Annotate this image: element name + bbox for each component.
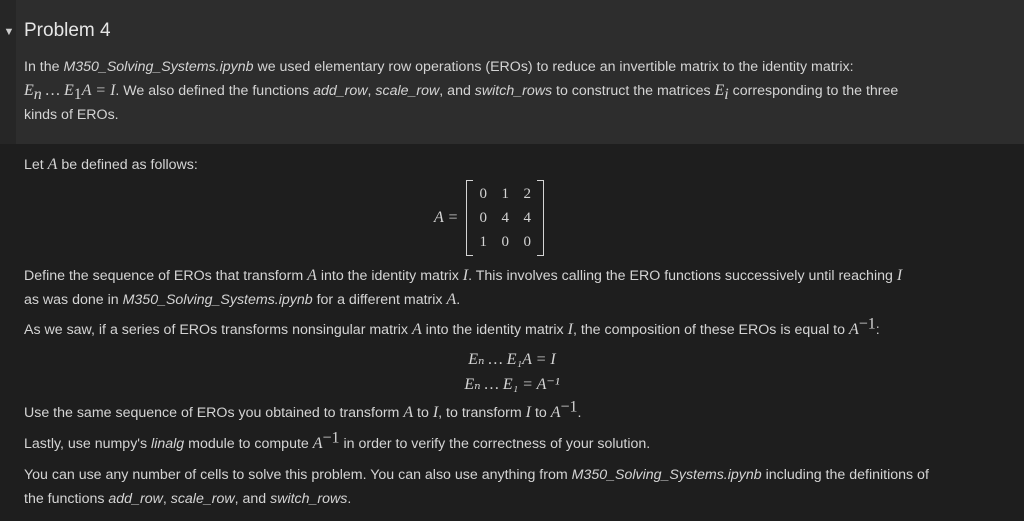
matrix-cell: 0 xyxy=(479,210,488,226)
define-line-1: Define the sequence of EROs that transform A into the identity matrix I. This involves calling the ERO functions successively until reaching I xyxy=(24,267,903,284)
intro-line-2: $E_n$ … $E_1A = I$. We also defined the functions add_row, scale_row, and switch_rows to construct the matrices $E_i$ corresponding to the three xyxy=(24,82,899,103)
matrix-cell: 4 xyxy=(523,210,532,226)
intro-line-1: In the M350_Solving_Systems.ipynb we used elementary row operations (EROs) to reduce an invertible matrix to the identity matrix: xyxy=(24,59,854,75)
matrix-cell: 1 xyxy=(479,234,488,250)
matrix-a-equation xyxy=(434,180,544,256)
matrix-cell: 0 xyxy=(479,186,488,202)
matrix-cell: 0 xyxy=(501,234,510,250)
can-use-line-2: the functions add_row, scale_row, and switch_rows. xyxy=(24,491,352,507)
matrix-cell: 1 xyxy=(501,186,510,202)
matrix-a xyxy=(466,180,544,256)
use-same-line: Use the same sequence of EROs you obtained to transform A to I, to transform I to $A^{-1}$. xyxy=(24,398,582,421)
as-we-saw-line: As we saw, if a series of EROs transforms nonsingular matrix A into the identity matrix I, the composition of these EROs is equal to $A^{-1}$: xyxy=(24,315,880,338)
fn-scale-row: scale_row xyxy=(375,83,440,99)
equation-2: Eₙ … E₁ = A⁻¹ xyxy=(464,376,560,393)
problem-heading: Problem 4 xyxy=(24,20,111,41)
notebook-filename: M350_Solving_Systems.ipynb xyxy=(63,59,254,75)
matrix-cell: 2 xyxy=(523,186,532,202)
let-a-line: Let A be defined as follows: xyxy=(24,156,198,173)
lastly-line: Lastly, use numpy's linalg module to compute $A^{-1}$ in order to verify the correctness of your solution. xyxy=(24,429,651,452)
chevron-down-icon[interactable]: ▼ xyxy=(3,26,15,38)
matrix-cell: 0 xyxy=(523,234,532,250)
intro-line-3: kinds of EROs. xyxy=(24,107,119,123)
fn-add-row: add_row xyxy=(313,83,368,99)
matrix-label: A = xyxy=(434,209,459,226)
equation-1: Eₙ … E₁A = I xyxy=(468,351,556,368)
matrix-cell: 4 xyxy=(501,210,510,226)
fn-switch-rows: switch_rows xyxy=(474,83,553,99)
define-line-2: as was done in M350_Solving_Systems.ipynb for a different matrix A. xyxy=(24,291,461,308)
can-use-line-1: You can use any number of cells to solve this problem. You can also use anything from M350_Solving_Systems.ipynb including the definitions of xyxy=(24,467,929,483)
